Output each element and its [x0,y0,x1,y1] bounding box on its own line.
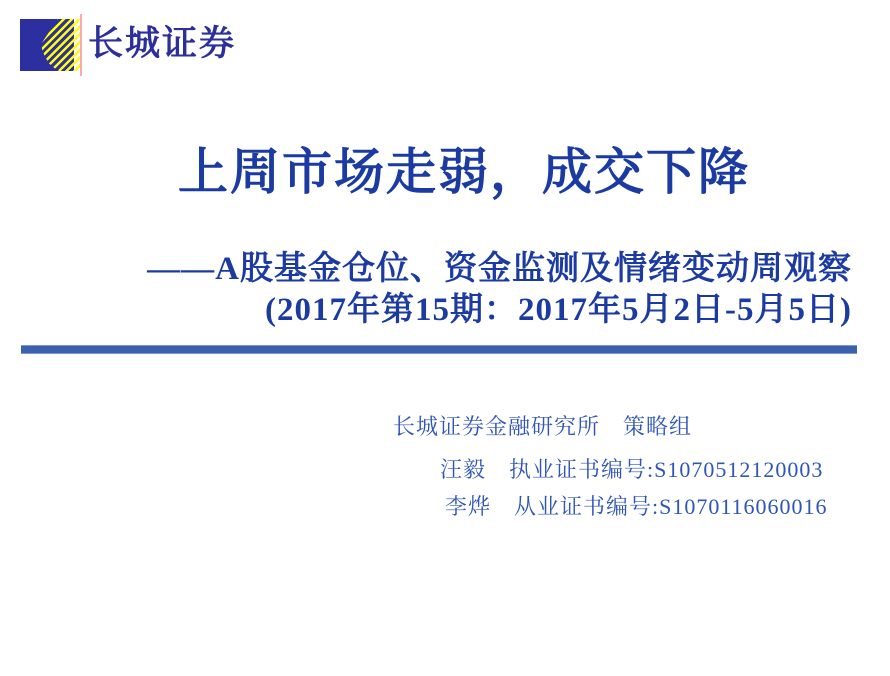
logo-accent-line [80,14,82,76]
subtitle-line-2: (2017年第15期：2017年5月2日-5月5日) [265,292,852,328]
great-wall-securities-logo [0,0,300,90]
research-org-line: 长城证券金融研究所 策略组 [393,414,693,439]
page-title: 上周市场走弱，成交下降 [178,144,750,200]
subtitle-line-1: ——A股基金仓位、资金监测及情绪变动周观察 [147,251,852,287]
logo-text: 长城证券 [88,24,237,63]
divider-rule [21,345,857,354]
analyst-line-1: 汪毅 执业证书编号:S1070512120003 [440,457,824,482]
subtitle-block [147,249,852,331]
analyst-line-2: 李烨 从业证书编号:S1070116060016 [445,494,828,519]
